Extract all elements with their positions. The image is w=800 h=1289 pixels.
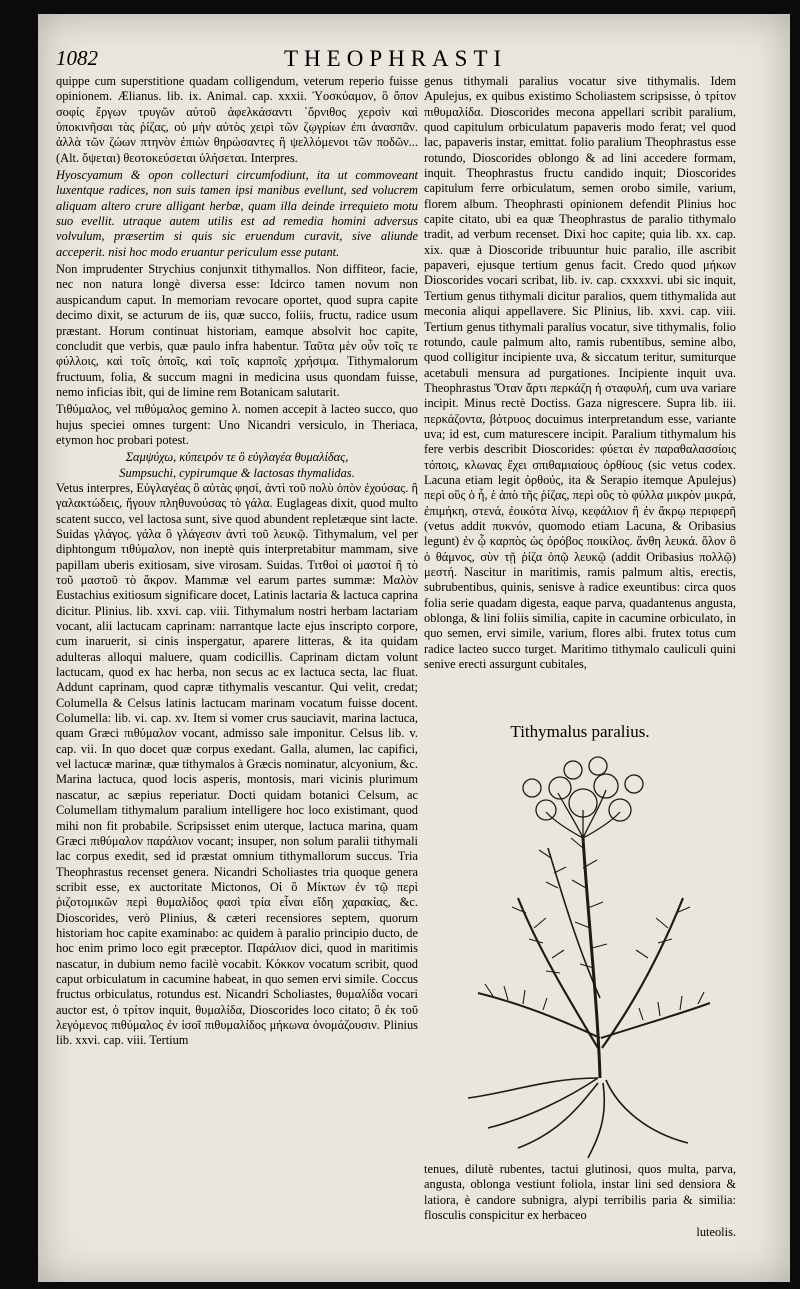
left-paragraph-interpres: Hyoscyamum & opon collecturi circumfodiunt, ita ut commoveant luxentque radices, non suis tamen ipsi manibus evellunt, sed volucrem aliquam altero crure alligant herbæ, quam illa deinde irrequieto motu suo evellit. utraque autem utilis est ad remedia homini adversus volvulum, præsertim si quis sic eruendum curavit, sive aliunde acceperit. nisi hoc modo eruantur periculum esse putant. [56, 168, 418, 259]
verse-latin: Sumpsuchi, cypirumque & lactosas thymalidas. [119, 465, 355, 480]
right-paragraph: genus tithymali paralius vocatur sive tithymalis. Idem Apulejus, ex quibus existimo Scholiastem scripsisse, ὁ τρίτον πιθυμαλίδα. Dioscorides mecona appellari scribit paralium, quod capitulum orbiculatum papaveris modo ferat; vel quod lac, papaveris instar, emittat. folio paralium Theophrastus esse rotundo, Dioscorides oblongo & ad lini accedere formam, inquit. Theophrastus fructu candido inquit; Dioscorides capitulum ferre orbiculatum, semen orobo simile, varium, florem album. Theophrasti opinionem defendit Plinius hoc capite citato, ubi ea quæ Theophrastus de paralio tithymalo tradit, ad verbum recenset. Dixi hoc capite; quia lib. xx. cap. xix. quæ à Dioscoride tribuuntur huic paralio, ille ascribit papaveri, ejusque tertium genus facit. Credo quod μήκων Dioscorides vocari scribat, lib. iv. cap. cxxxxvi. ubi sic inquit, Tertium genus tithymali dicitur paralios, quem tithymalida aut meconia aliqui appellavere. Sic Plinius, lib. xxvi. cap. viii. Tertium genus tithymali paralius vocatur, sive tithymalis, folio rotundo, caule palmum alto, ramis rubentibus, semine albo, quod colligitur incipiente uva, & siccatum teritur, sumiturque acetabuli mensura ad purgationes. Incipiente inquit uva. Theophrastus Ὅταν ἄρτι περκάζη ἡ σταφυλή, cum uva variare incipit. Minus rectè Doctiss. Gaza nigrescere. Supra lib. iii. περκάζοντα, βότρυος docuimus interpretandum esse, variante uva; id est, cum maturescere incipit. Paralium tithymalum his fere verbis describit Dioscorides: φύεται ἐν παραθαλασσίοις τόποις, κλωνας ἔχει σπιθαμιαίους ὀρθίους (sic vetus codex. Lacuna etiam legit ὀρθούς, ita & Serapio itemque Apulejus) περὶ οὓς ὁ ἧ, ἑ ἀπὸ τῆς ῥίζας, περὶ οὓς τὸ φύλλα μικρὸν μικρά, ἐπιμήκη, στενά, ἐοικότα λίνῳ, κεφάλιον ἢ ἐν ἄκρῳ περιφερῆ (vetus addit πυκνόν, quomodo etiam Lacuna, & Oribasius legunt) ἐν ᾧ καρπὸς ὡς ὀρόβος ποικίλος. ἄνθη λευκά. ὅλον ὃ ὁ θάμνος, σὺν τῇ ῥίζα ὀπῷ λευκῷ (addit Oribasius πολλῷ) μεστή. Nascitur in maritimis, ramis palmum altis, erectis, subrubentibus, quinis, senisve à radice exeuntibus: circa quos folia serie quadam digesta, eaque parva, quadantenus angusta, oblonga, & lini foliis similia, capite in cacumine orbiculato, in quo semen, ervi simile, varium, flores albi. frutex totus cum radice lacteo succo turget. Maritimo tithymalo cauliculi quini senive erecti assurgunt cubitales, [424, 74, 736, 672]
verse-greek: Σαμψύχω, κύπειρόν τε ὃ εὐγλαγέα θυμαλίδας, [125, 450, 349, 465]
left-column [56, 74, 418, 1264]
plate-caption: Tithymalus paralius. [510, 722, 650, 741]
left-paragraph: Τιθύμαλος, vel πιθύμαλος gemino λ. nomen accepit à lacteo succo, quo hujus speciei omnes turgent: Uno Nicandri versiculo, in Theriaca, etymon hoc probari potest. [56, 402, 418, 447]
botanical-woodcut-illustration [448, 748, 718, 1160]
page-number: 1082 [56, 46, 98, 70]
right-column [424, 74, 736, 714]
right-paragraph: tenues, dilutè rubentes, tactui glutinosi, quos multa, parva, angusta, oblonga vestiunt foliola, instar lini sed densiora & latiora, è candore subnigra, alypi terribilis paria & similia: flosculis conspicitur ex herbaceo [424, 1162, 736, 1223]
catchword: luteolis. [696, 1225, 736, 1240]
left-paragraph: quippe cum superstitione quadam colligendum, veterum reperio fuisse opinionem. Ælianus. lib. ix. Animal. cap. xxxii. Ὑοσκύαμον, ὃ ὄπον σοφίς ἔργων τρυγῶν αὐτοῦ ἀφελκάσαντι ᾽ὄρνιθος χερσὶν καὶ ὑποκινῆσαι τὰς ῥίζας, οὐ μὴν αὐτὸς χειρὶ τῶν ζῳγρίων ἐπι ἀνασπᾶν. ἀλλὰ τῶν ζώων πτηνὸν ἐπιὼν θηρώσαντες ἢ ψελλόμενοι τῶν ποδῶν... (Alt. ὄψεται) θεοτοκεύσεται ὑλήσεται. Interpres. [56, 74, 418, 165]
page-header [56, 46, 760, 72]
right-column-continuation [424, 1162, 736, 1262]
running-title: THEOPHRASTI [284, 46, 508, 71]
left-paragraph: Non imprudenter Strychius conjunxit tithymallos. Non diffiteor, facie, nec non natura longè diversa esse: Idcirco tamen novum non auspicandum caput. In memoriam revocare oportet, quod supra capite decimo dixit, se acturum de iis, quæ succo, foliis, fructu, radice usum præstant. Horum continuat historiam, eamque absolvit hoc capite, concludit que verbis, quæ paulo infra habentur. Ταῦτα μὲν οὖν τοῖς τε φύλλοις, καὶ τοῖς ὀποῖς, καὶ τοῖς καρποῖς χρήσιμα. Tithymalorum fructuum, folia, & succum magni in medicina usus quondam fuisse, nemo inficias ibit, qui de limine rem Botanicam salutarit. [56, 262, 418, 399]
nicander-verse [56, 450, 418, 481]
left-paragraph: Vetus interpres, Εὐγλαγέας ὃ αὐτὰς φησί, ἀντὶ τοῦ πολὺ ὀπὸν ἐχούσας. ἢ γαλακτώδεις, ἤγουν πληθυνούσας τὸ γάλα. Euglageas dixit, quod multo scatent succo, vel lactosa sunt, sive quod abundent repletæque sint lacte. Suidas γλάγος. γάλα ὃ γλάγεσιν ἀντὶ τοῦ λευκῷ. Tithymalum, vel per diphtongum τιθύμαλον, non ineptè quis interpretabitur mammam, sive papillam uberis exitiosam, sive virosam. Suidas. Τιτθοί οἱ μαστοί ἢ τὸ τοῦ μαστοῦ τὸ ἄκρον. Mammæ vel earum partes summæ: Μαλὸν Eustachius exitiosum significare docet, Latinis lactaria & lactuca caprina dicitur. Plinius. lib. xxvi. cap. viii. Tithymalum nostri herbam lactariam vocant, alii lactucam caprinam: narrantque lacte ejus inscripto corpore, cum inaruerit, si cinis inspergatur, aparere litteras, & ita quidam adulteras alloqui maluere, quam codicillis. Caprinam dictam volunt lactucam, quod ex hac herba, non secus ac ex lactuca secta, lac fluat. Addunt caprinam, quod capræ tithymalis vescantur. Qui velit, credat; Columella & Celsus latinis lactucam marinam vocatum fuisse docent. Columella: lib. vi. cap. xv. Item si vomer crus sauciavit, marina lactuca, quam Græci πιθύμαλον vocant, admisso sale imponitur. Celsus lib. v. cap. vii. In quo docet quæ corpus exedant. Galla, alumen, lac capifici, vel lactucæ marinæ, quæ tithymalos à Græcis nominatur, alcyonium, &c. Marina lactuca, quod locis asperis, montosis, mari vicinis plurimum nascatur, ac sæpius reperiatur. Docti quidam botanici Celsum, ac Columellam tithymalum paralium intelligere hoc loco existimant, quod mihi non fit probabile. Scripsisset enim uterque, lactuca marina, quam Græci πιθύμαλον παράλιον vocant; insuper, non solum paralii tithymali lac corpus exedit, sed id præstat omnium tithymallorum succus. Tria Theophrastus recenset genera. Nicandri Scholiastes tria quoque genera scribit esse, ex auctoritate Mictonos, Οἱ ὃ Μίκτων ἐν τῷ περὶ ῥιζοτομικῶν περὶ θυμαλίδος φασὶ τρία εἶναι εἴδη χαρακίας, &c. Dioscorides, verò Plinius, & cæteri recensiores septem, quorum historiam hoc capite examinabo: ac quidem à paralio principio ducto, de hoc enim primo loco egit præceptor. Παράλιον dici, quod in maritimis nascatur, in dubium nemo facilè vocabit. Κόκκον vocatum scribit, quod caput orbiculatum in cacumine habeat, in quo semen ervi simile. Coccus fructus orbiculatus, rotundus est. Nicandri Scholiastes, θυμαλίδα vocari auctor est, ὁ τρίτον inquit, θυμαλίδα, Dioscorides loco citato; ὃ ἐκ τοῦ λεγόμενος πιθύμαλος ἐν ἰσοῖ πιθυμαλίδος μήκωνα ὀνομάζουσιν. Plinius lib. xxvi. cap. viii. Tertium [56, 480, 418, 1048]
